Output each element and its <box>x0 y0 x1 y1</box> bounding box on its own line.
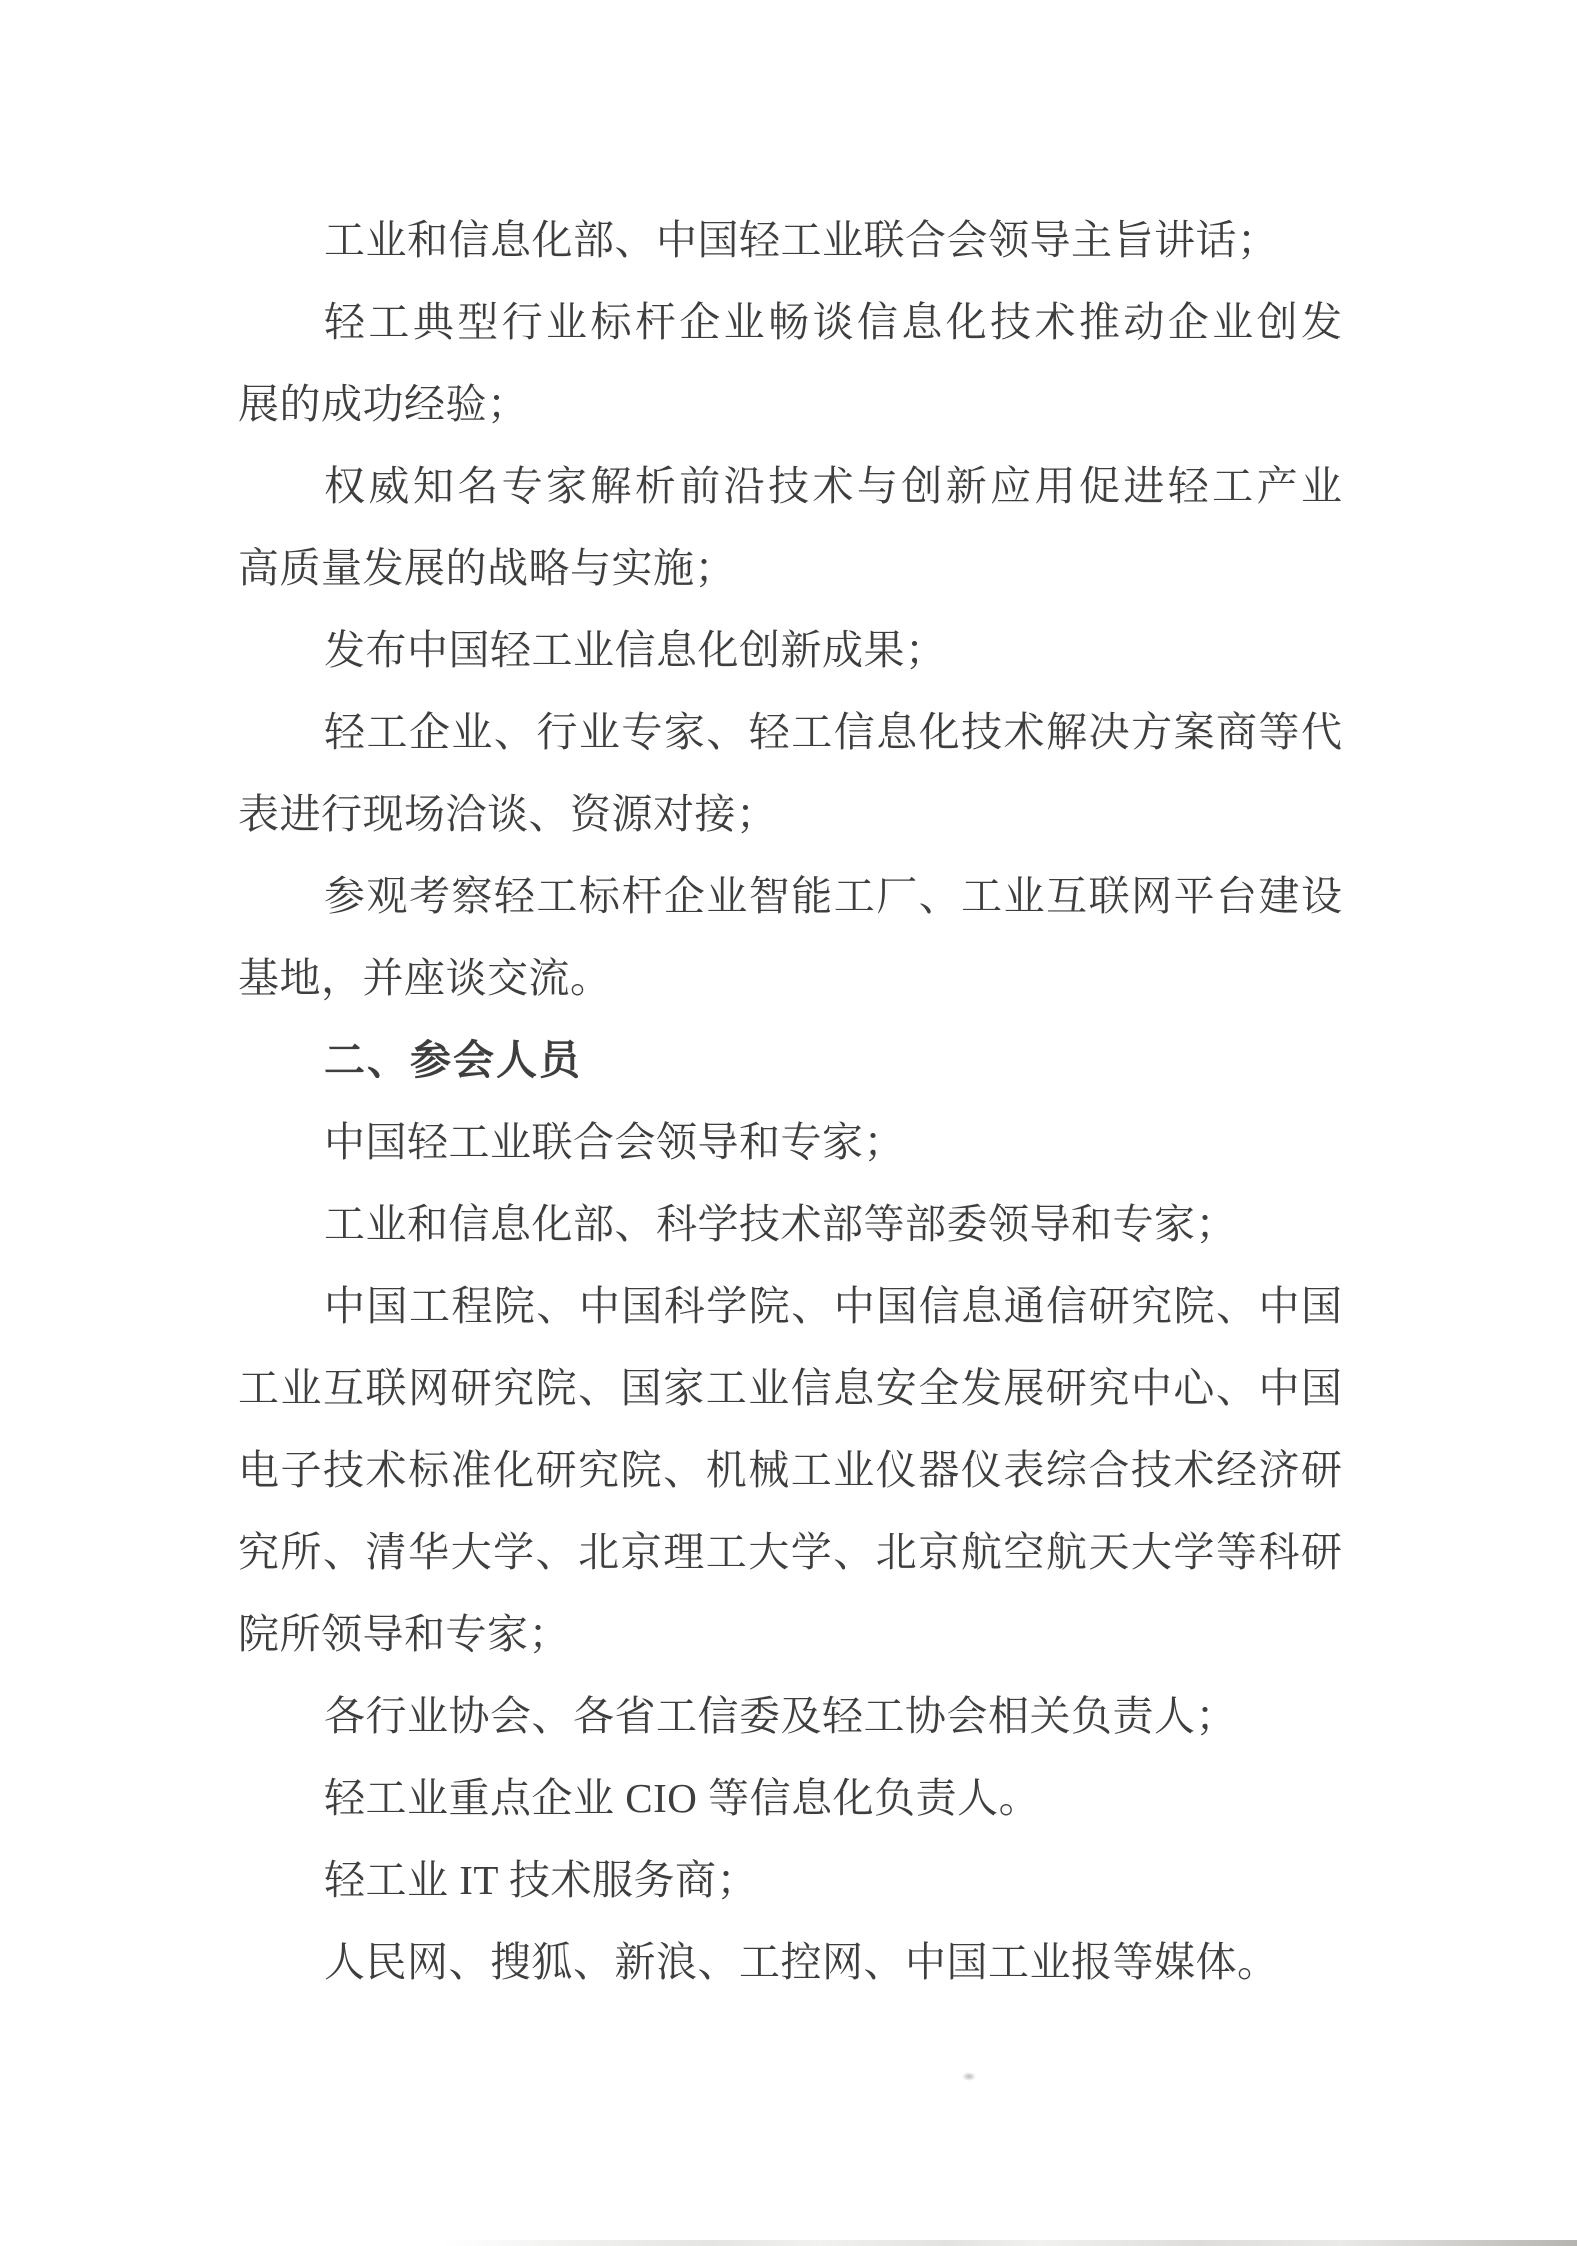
text-line: 人民网、搜狐、新浪、工控网、中国工业报等媒体。 <box>324 1939 1279 1985</box>
text-line: 权威知名专家解析前沿技术与创新应用促进轻工产业 <box>324 463 1342 509</box>
text-line: 院所领导和专家； <box>238 1611 570 1657</box>
text-line: 展的成功经验； <box>238 381 529 427</box>
text-line: 高质量发展的战略与实施； <box>238 545 736 591</box>
text-line: 工业互联网研究院、国家工业信息安全发展研究中心、中国 <box>238 1365 1342 1411</box>
text-line: 工业和信息化部、科学技术部等部委领导和专家； <box>324 1201 1237 1247</box>
text-line: 工业和信息化部、中国轻工业联合会领导主旨讲话； <box>324 217 1279 263</box>
scan-speck-artifact <box>962 2072 976 2081</box>
text-line: 轻工企业、行业专家、轻工信息化技术解决方案商等代 <box>324 709 1342 755</box>
text-line: 参观考察轻工标杆企业智能工厂、工业互联网平台建设 <box>324 873 1342 919</box>
document-body <box>238 199 1342 2003</box>
text-line: 基地，并座谈交流。 <box>238 955 612 1001</box>
text-line: 中国轻工业联合会领导和专家； <box>324 1119 905 1165</box>
text-line: 轻工业 IT 技术服务商； <box>324 1857 758 1903</box>
scan-bottom-edge-artifact <box>0 2240 1577 2246</box>
text-line: 各行业协会、各省工信委及轻工协会相关负责人； <box>324 1693 1237 1739</box>
text-line: 究所、清华大学、北京理工大学、北京航空航天大学等科研 <box>238 1529 1342 1575</box>
text-line: 中国工程院、中国科学院、中国信息通信研究院、中国 <box>324 1283 1342 1329</box>
section-heading: 二、参会人员 <box>324 1037 582 1083</box>
text-line: 发布中国轻工业信息化创新成果； <box>324 627 947 673</box>
text-line: 轻工业重点企业 CIO 等信息化负责人。 <box>324 1775 1041 1821</box>
text-line: 轻工典型行业标杆企业畅谈信息化技术推动企业创发 <box>324 299 1342 345</box>
text-line: 电子技术标准化研究院、机械工业仪器仪表综合技术经济研 <box>238 1447 1342 1493</box>
text-line: 表进行现场洽谈、资源对接； <box>238 791 778 837</box>
